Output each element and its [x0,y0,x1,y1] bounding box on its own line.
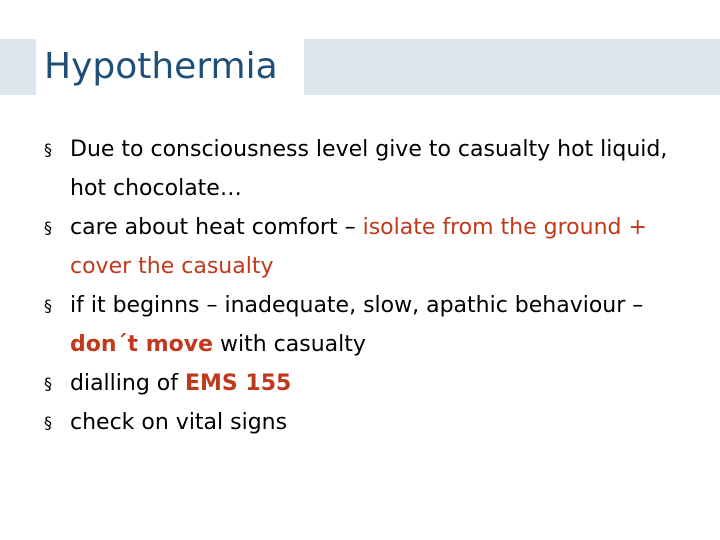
bullet-item [44,208,684,286]
bullet-marker-icon: § [44,218,52,237]
bullet-text: if it beginns – inadequate, slow, apathic behaviour – [70,293,644,318]
bullet-highlight: don´t move [70,332,213,357]
bullet-item [44,130,684,208]
bullet-marker-icon: § [44,296,52,315]
bullet-item [44,286,684,364]
bullet-highlight: EMS 155 [185,371,292,396]
slide-title: Hypothermia [44,46,278,87]
bullet-text: care about heat comfort – [70,215,363,240]
bullet-item [44,403,684,442]
bullet-text: Due to consciousness level give to casualty hot liquid, hot chocolate… [70,137,668,201]
bullet-marker-icon: § [44,374,52,393]
bullet-marker-icon: § [44,140,52,159]
bullet-text-after: with casualty [213,332,366,357]
bullet-text: dialling of [70,371,185,396]
bullet-item [44,364,684,403]
bullet-marker-icon: § [44,413,52,432]
bullet-list [44,130,684,442]
bullet-highlight: isolate from the ground + cover the casualty [70,215,647,279]
bullet-text: check on vital signs [70,410,288,435]
